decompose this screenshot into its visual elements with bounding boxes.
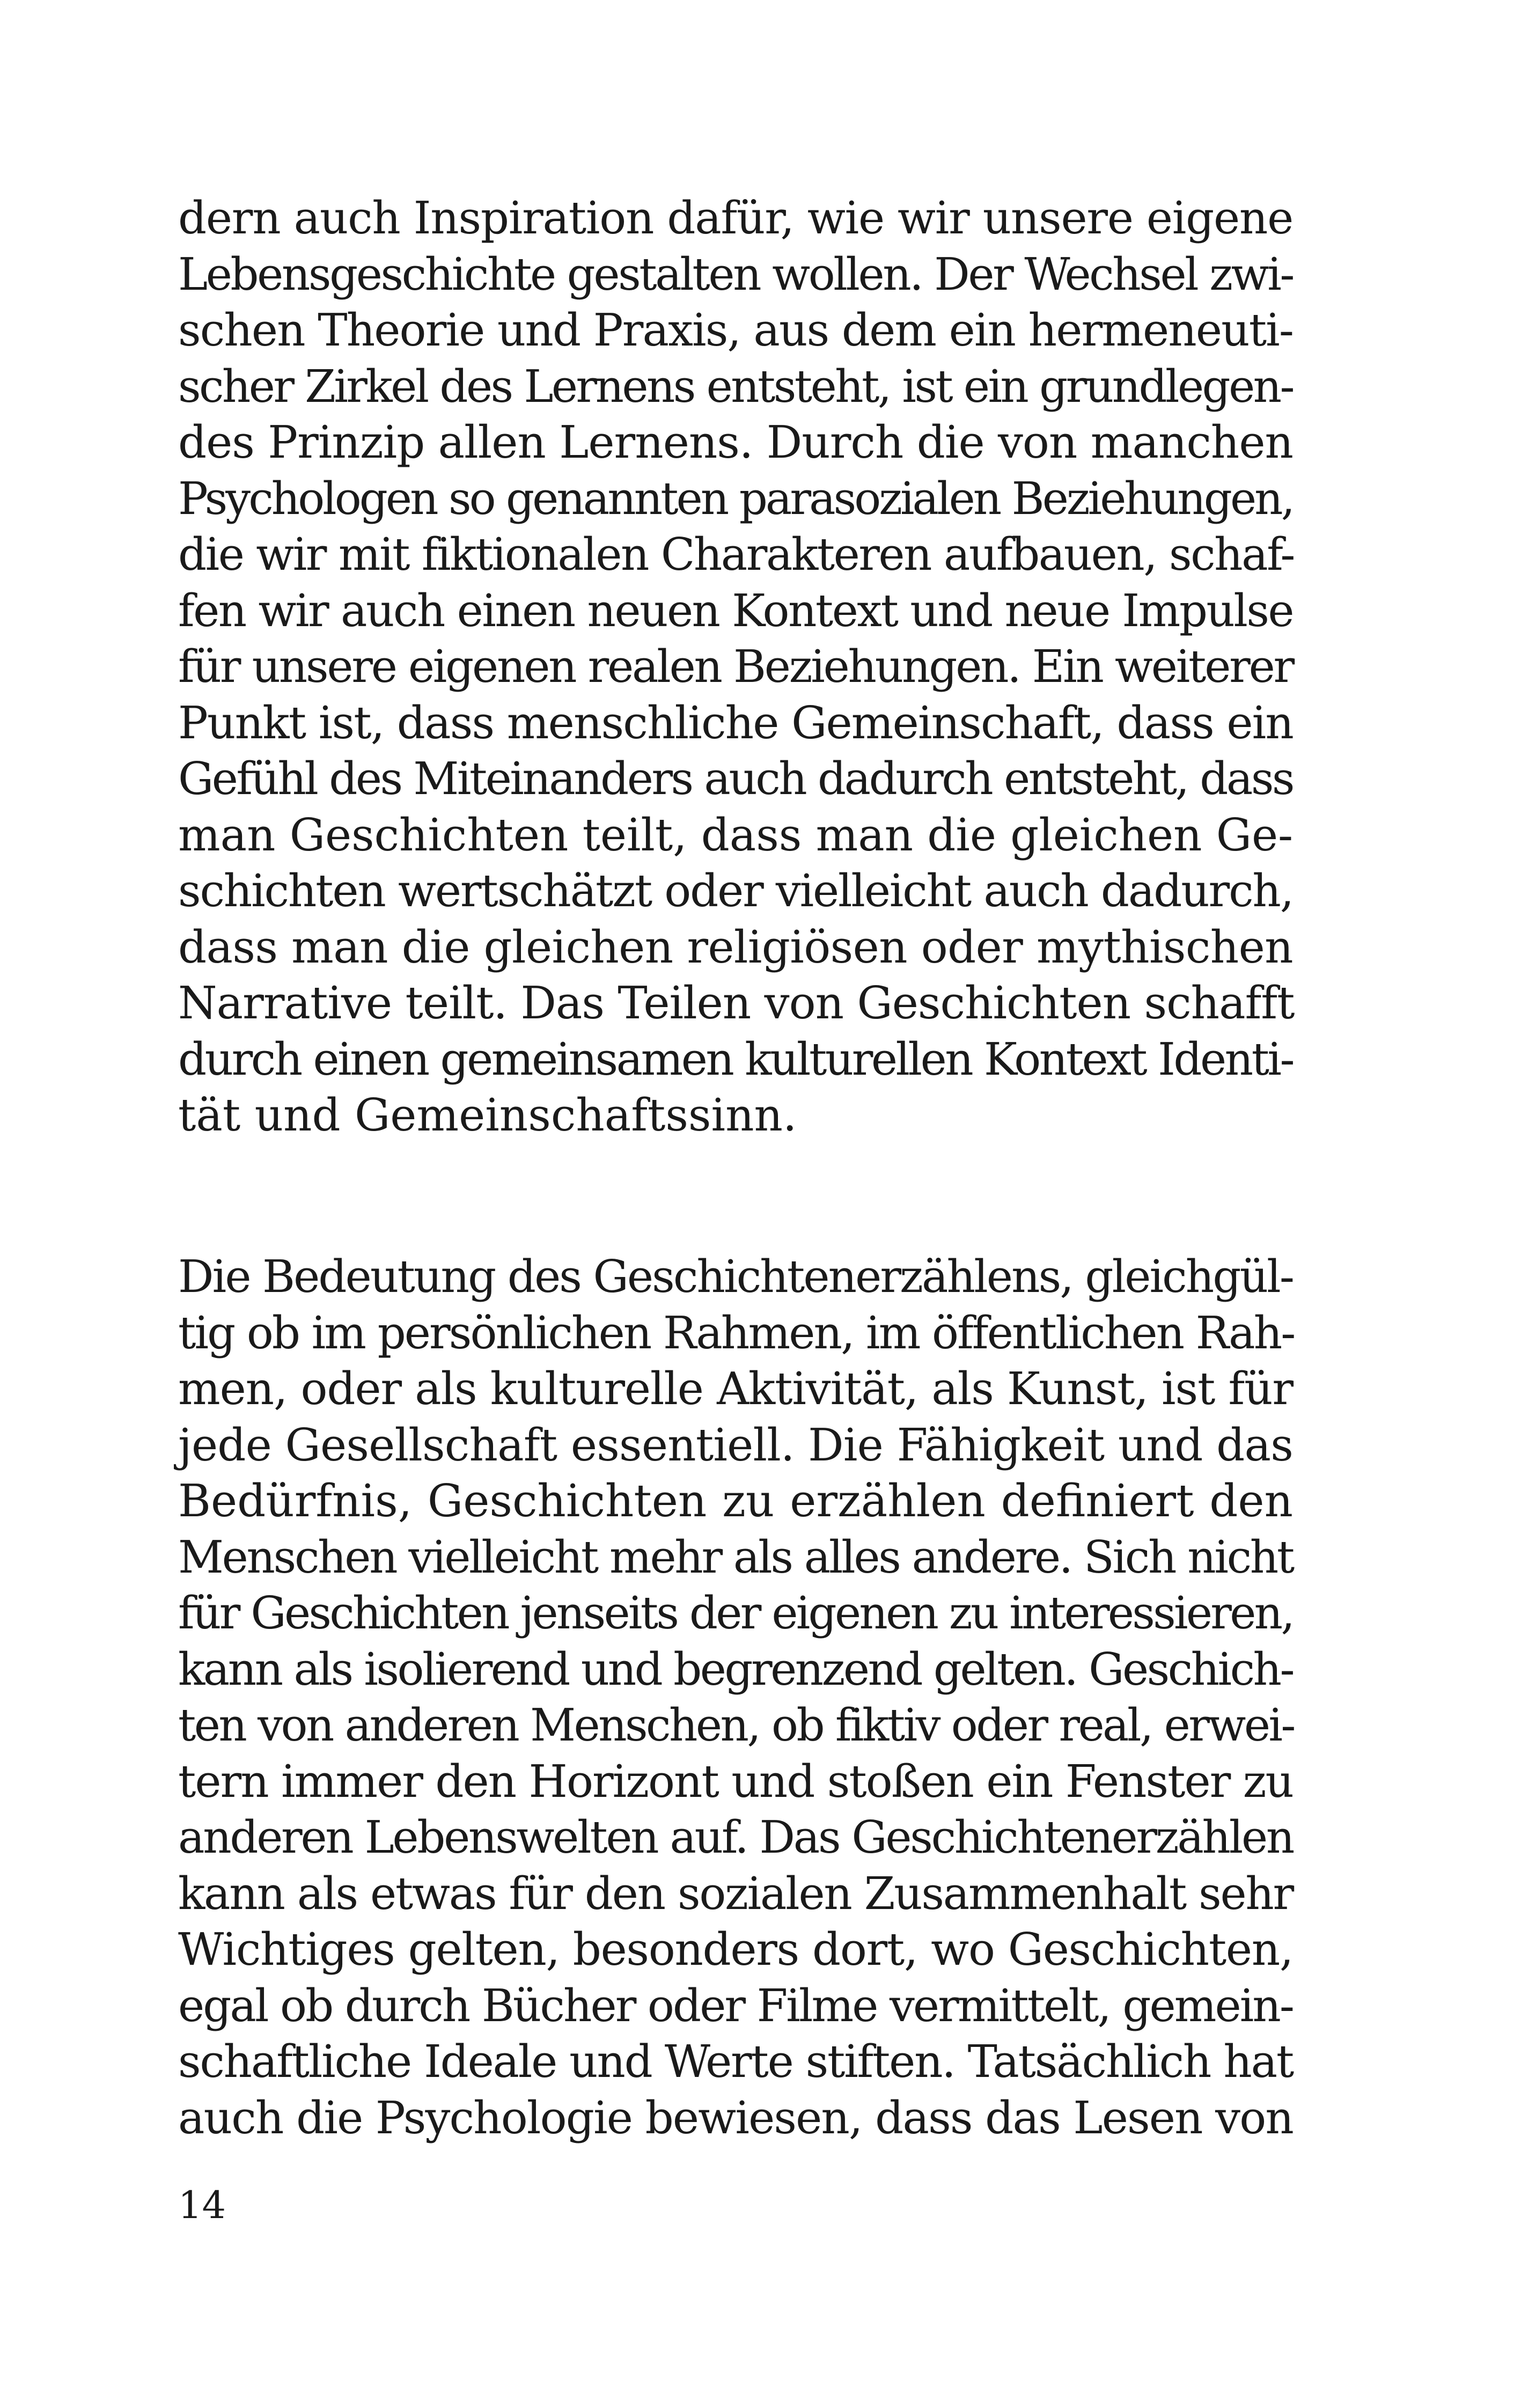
text-line: des Prinzip allen Lernens. Durch die von manchen — [178, 416, 1293, 468]
text-line: die wir mit fiktionalen Charakteren aufbauen, schaf- — [178, 528, 1294, 581]
text-line: dern auch Inspiration dafür, wie wir unsere eigene — [178, 192, 1293, 244]
text-line: tät und Gemeinschaftssinn. — [178, 1089, 797, 1141]
text-line: dass man die gleichen religiösen oder mythischen — [178, 921, 1293, 973]
text-line: men, oder als kulturelle Aktivität, als Kunst, ist für — [178, 1363, 1293, 1415]
text-line: Bedürfnis, Geschichten zu erzählen definiert den — [178, 1475, 1293, 1527]
text-line: schaftliche Ideale und Werte stiften. Tatsächlich hat — [178, 2036, 1293, 2088]
text-line: schen Theorie und Praxis, aus dem ein hermeneuti- — [178, 304, 1293, 356]
text-line: Die Bedeutung des Geschichtenerzählens, gleichgül- — [178, 1251, 1293, 1303]
text-line: Punkt ist, dass menschliche Gemeinschaft, dass ein — [178, 696, 1293, 749]
text-line: anderen Lebenswelten auf. Das Geschichtenerzählen — [178, 1811, 1293, 1863]
text-line: Narrative teilt. Das Teilen von Geschichten schafft — [178, 977, 1295, 1029]
text-line: Psychologen so genannten parasozialen Beziehungen, — [178, 472, 1293, 525]
text-line: auch die Psychologie bewiesen, dass das Lesen von — [178, 2091, 1293, 2144]
text-line: Lebensgeschichte gestalten wollen. Der Wechsel zwi- — [178, 248, 1293, 300]
text-line: kann als etwas für den sozialen Zusammenhalt sehr — [178, 1867, 1293, 1920]
text-line: Menschen vielleicht mehr als alles andere. Sich nicht — [178, 1531, 1293, 1583]
text-line: schichten wertschätzt oder vielleicht auch dadurch, — [178, 865, 1293, 917]
text-line: kann als isolierend und begrenzend gelten. Geschich- — [178, 1643, 1293, 1695]
page-number: 14 — [178, 2183, 226, 2227]
text-line: für Geschichten jenseits der eigenen zu interessieren, — [178, 1587, 1293, 1639]
text-line: tern immer den Horizont und stoßen ein Fenster zu — [178, 1755, 1294, 1808]
text-line: tig ob im persönlichen Rahmen, im öffentlichen Rah- — [178, 1306, 1295, 1359]
text-line: Wichtiges gelten, besonders dort, wo Geschichten, — [178, 1924, 1293, 1976]
text-line: für unsere eigenen realen Beziehungen. Ein weiterer — [178, 641, 1293, 693]
text-line: ten von anderen Menschen, ob fiktiv oder real, erwei- — [178, 1699, 1294, 1751]
text-line: egal ob durch Bücher oder Filme vermittelt, gemein- — [178, 1979, 1293, 2032]
text-line: jede Gesellschaft essentiell. Die Fähigkeit und das — [178, 1419, 1293, 1471]
paragraph-2 — [178, 1249, 1293, 2146]
text-line: scher Zirkel des Lernens entsteht, ist ein grundlegen- — [178, 360, 1293, 413]
text-line: Gefühl des Miteinanders auch dadurch entsteht, dass — [178, 753, 1293, 805]
paragraph-1 — [178, 190, 1293, 1144]
text-line: man Geschichten teilt, dass man die gleichen Ge- — [178, 809, 1293, 861]
text-line: durch einen gemeinsamen kulturellen Kontext Identi- — [178, 1033, 1293, 1085]
text-line: fen wir auch einen neuen Kontext und neue Impulse — [178, 584, 1293, 637]
